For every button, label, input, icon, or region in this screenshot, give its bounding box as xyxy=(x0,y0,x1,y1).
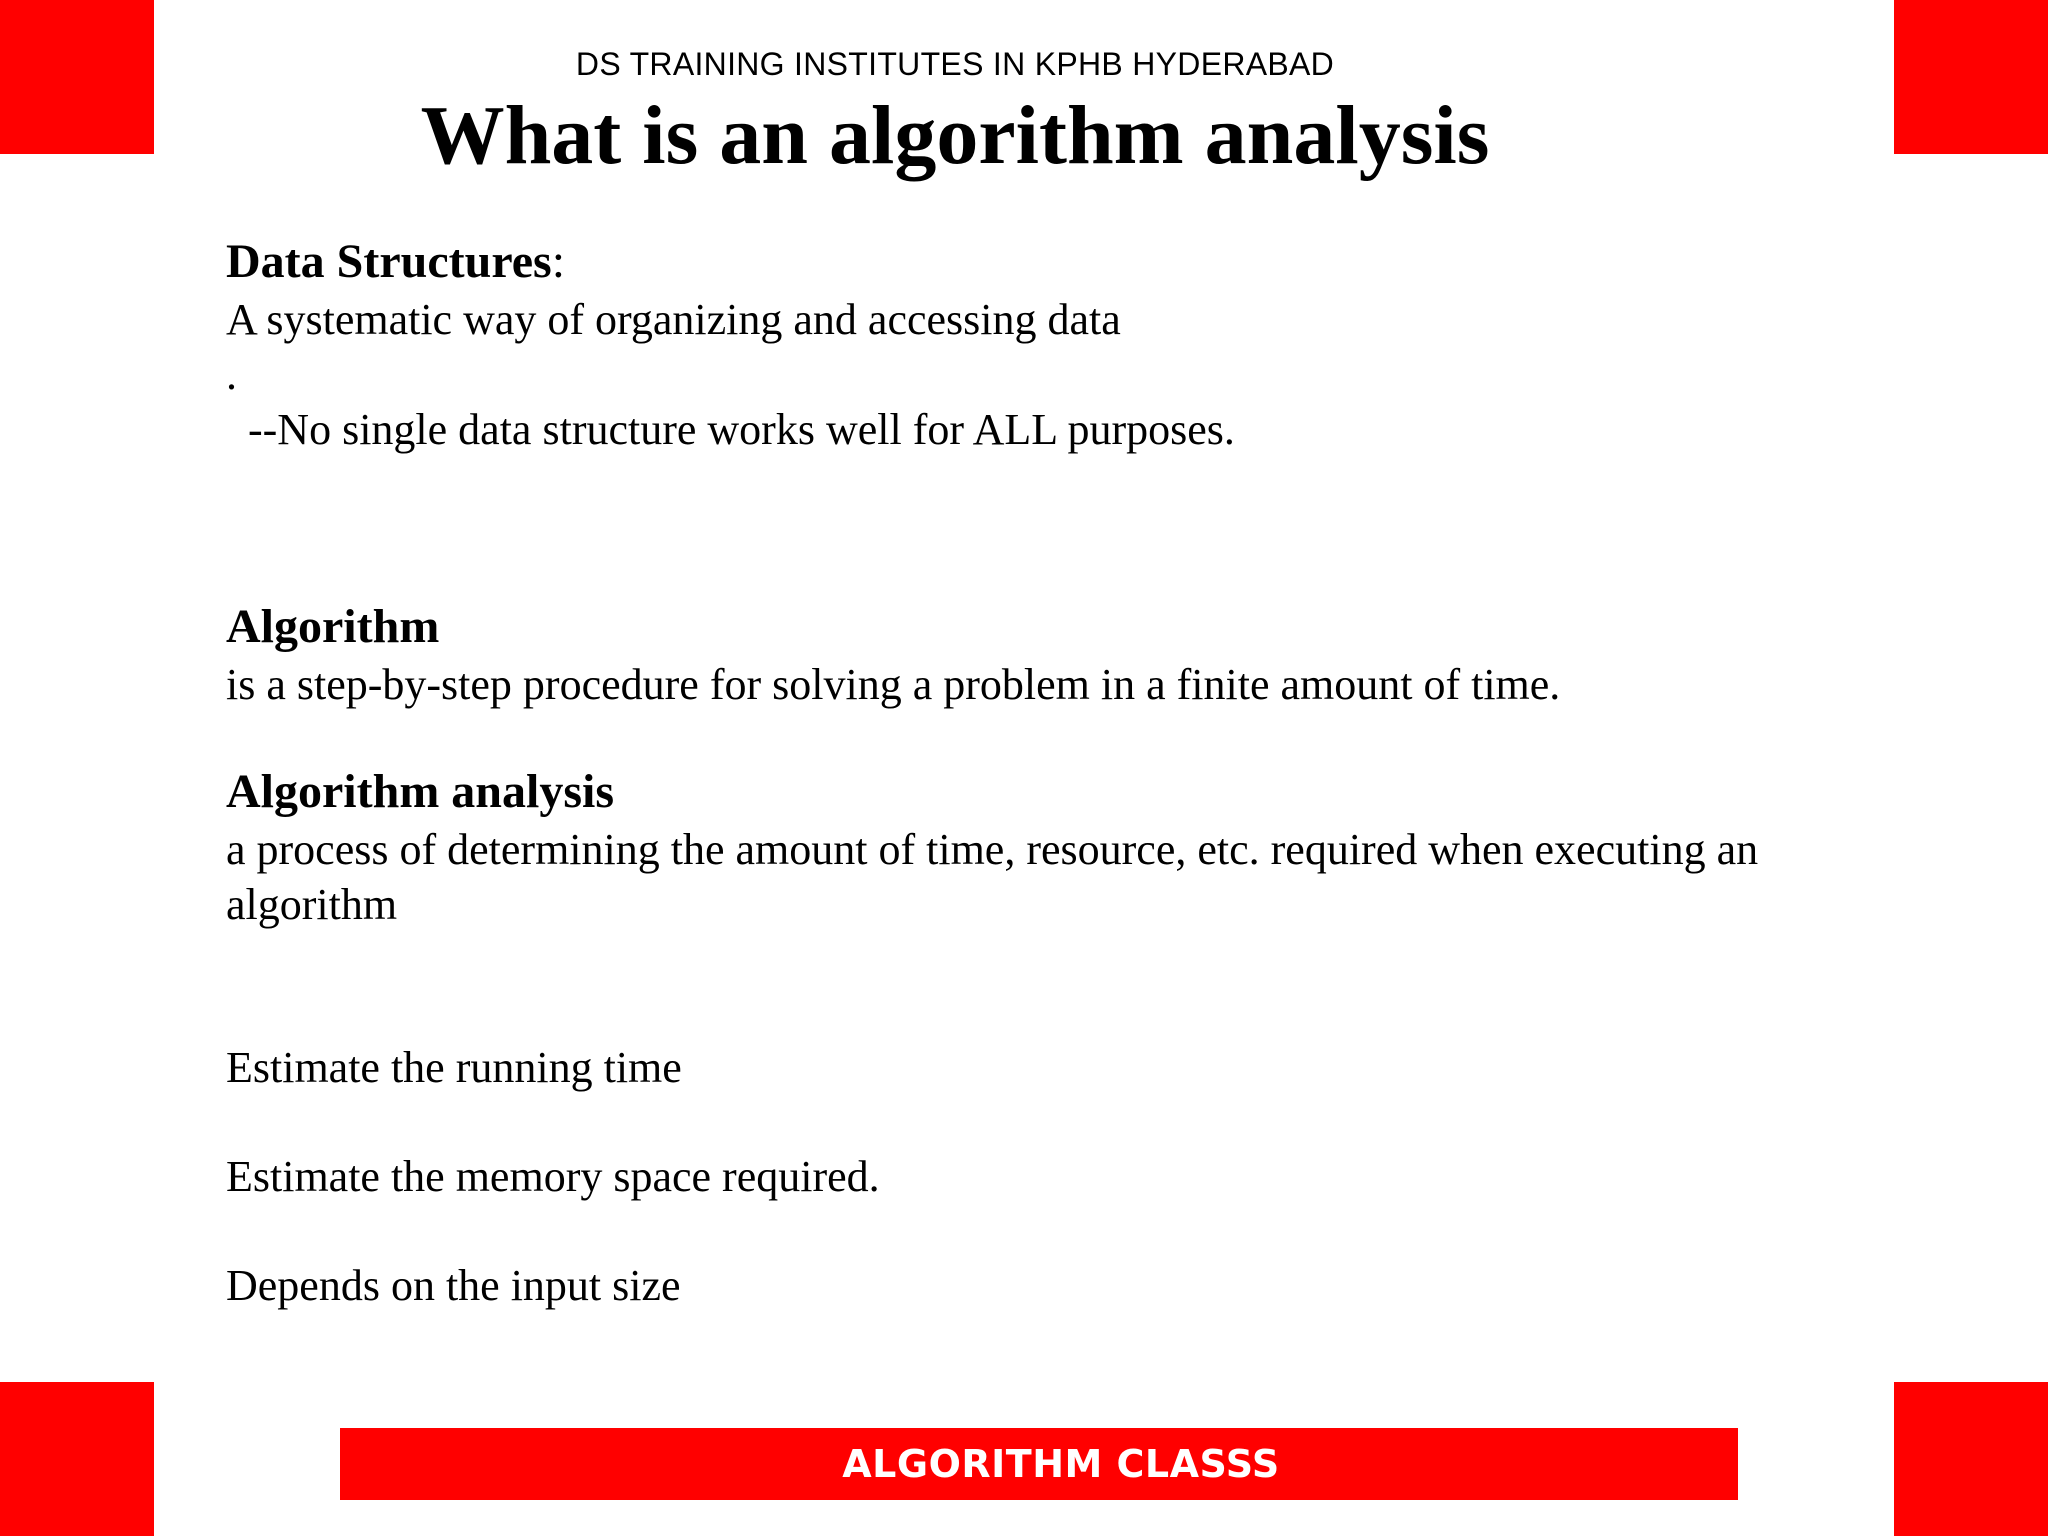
point-running-time: Estimate the running time xyxy=(226,1043,682,1092)
heading-colon: : xyxy=(551,235,566,288)
data-structures-definition: A systematic way of organizing and accessing data xyxy=(226,295,1121,344)
spacer xyxy=(226,932,1866,1040)
institute-line: DS TRAINING INSTITUTES IN KPHB HYDERABAD xyxy=(575,46,1335,82)
spacer xyxy=(226,457,1866,597)
data-structures-dot: . xyxy=(226,350,237,399)
data-structures-note: --No single data structure works well for ALL purposes. xyxy=(248,405,1235,454)
algorithm-heading: Algorithm xyxy=(226,600,440,653)
point-input-size: Depends on the input size xyxy=(226,1261,681,1310)
data-structures-heading xyxy=(226,232,1866,292)
algorithm-analysis-definition-line1: a process of determining the amount of time, resource, etc. required when executing an xyxy=(226,825,1759,874)
algorithm-analysis-heading: Algorithm analysis xyxy=(226,765,615,818)
spacer xyxy=(226,1204,1866,1258)
footer-banner: ALGORITHM CLASSS xyxy=(340,1428,1738,1500)
spacer xyxy=(226,712,1866,762)
corner-block-bottom-right xyxy=(1894,1382,2048,1536)
spacer xyxy=(226,1095,1866,1149)
algorithm-definition: is a step-by-step procedure for solving a problem in a finite amount of time. xyxy=(226,660,1561,709)
slide-content xyxy=(226,232,1866,1313)
corner-block-bottom-left xyxy=(0,1382,154,1536)
point-memory-space: Estimate the memory space required. xyxy=(226,1152,880,1201)
algorithm-analysis-definition-line2: algorithm xyxy=(226,880,398,929)
corner-block-top-right xyxy=(1894,0,2048,154)
page-title: What is an algorithm analysis xyxy=(420,89,1490,182)
data-structures-heading-text: Data Structures xyxy=(226,235,552,288)
